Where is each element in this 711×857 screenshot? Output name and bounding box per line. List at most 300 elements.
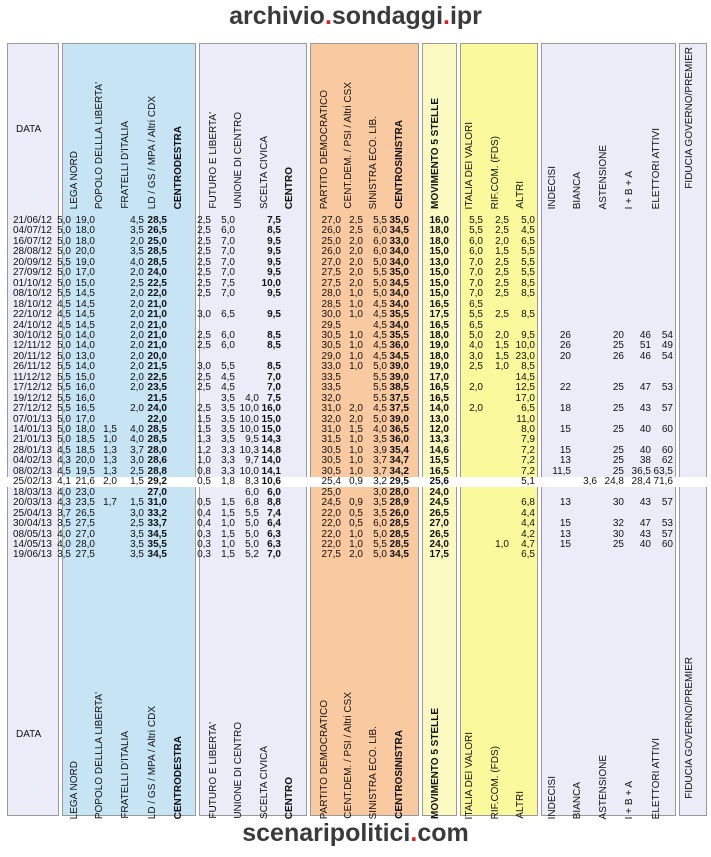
cell-value: 2,5 (495, 309, 509, 321)
cell-value: 21,0 (147, 298, 167, 310)
header-csx-top: CENTROSINISTRA (394, 120, 405, 209)
cell-value: 5,5 (373, 267, 387, 279)
cell-value: 18,0 (429, 350, 449, 362)
cell-value: 7,2 (521, 455, 535, 467)
cell-value: 43 (639, 497, 651, 509)
cell-value: 4,5 (373, 319, 387, 331)
cell-value: 8,3 (245, 476, 259, 488)
cell-value: 6,5 (521, 235, 535, 247)
cell-value: 4,5 (57, 298, 71, 310)
header-udc-top: UNIONE DI CENTRO (233, 112, 244, 209)
cell-value: 6,0 (267, 486, 281, 498)
cell-value: 33,7 (147, 518, 167, 530)
cell-value: 3,5 (130, 549, 144, 561)
cell-value: 4,0 (57, 486, 71, 498)
cell-value: 5,0 (469, 329, 483, 341)
cell-value: 16,5 (75, 403, 95, 415)
cell-value: 1,5 (130, 497, 144, 509)
cell-value: 2,0 (130, 309, 144, 321)
cell-value: 17,0 (515, 392, 535, 404)
cell-value: 1,5 (103, 424, 117, 435)
row-date: 20/09/12 (13, 256, 52, 268)
cell-value: 13 (559, 528, 571, 540)
banner-top-dot2: . (443, 2, 450, 30)
header-indecisi-top: INDECISI (547, 165, 558, 209)
cell-value: 7,5 (221, 277, 235, 289)
cell-value: 5,5 (373, 382, 387, 394)
cell-value: 28,0 (147, 444, 167, 456)
cell-value: 14,1 (261, 465, 281, 477)
cell-value: 2,5 (495, 277, 509, 289)
row-date: 04/02/13 (13, 455, 52, 467)
cell-value: 4,5 (57, 465, 71, 477)
cell-value: 3,0 (130, 455, 144, 467)
cell-value: 32,0 (321, 413, 341, 425)
cell-value: 16,5 (429, 382, 449, 394)
cell-value: 27,5 (321, 277, 341, 289)
cell-value: 18,0 (429, 329, 449, 341)
cell-value: 1,0 (349, 528, 363, 540)
cell-value: 25,6 (429, 476, 449, 488)
cell-value: 27,0 (429, 518, 449, 530)
row-date: 20/11/12 (13, 350, 52, 362)
cell-value: 19,0 (75, 215, 95, 226)
cell-value: 26,5 (429, 528, 449, 540)
cell-value: 3,5 (221, 392, 235, 404)
header-fli-top: FUTURO E LIBERTA' (208, 112, 219, 209)
row-date: 12/11/12 (13, 340, 52, 352)
cell-value: 16,0 (261, 403, 281, 415)
cell-value: 5,5 (57, 256, 71, 268)
cell-value: 3,7 (373, 455, 387, 467)
cell-value: 30,5 (321, 465, 341, 477)
cell-value: 27,5 (321, 267, 341, 279)
cell-value: 24,8 (604, 476, 624, 488)
cell-value: 4,5 (57, 444, 71, 456)
cell-value: 6,8 (245, 497, 259, 509)
row-date: 28/01/13 (13, 444, 52, 456)
cell-value: 14,0 (429, 403, 449, 415)
cell-value: 6,0 (221, 340, 235, 352)
cell-value: 18,0 (429, 235, 449, 247)
cell-value: 2,0 (495, 329, 509, 341)
cell-value: 21,5 (147, 392, 167, 404)
cell-value: 13,3 (429, 434, 449, 446)
cell-value: 57 (661, 403, 673, 415)
row-date: 08/10/12 (13, 288, 52, 300)
cell-value: 4,5 (57, 319, 71, 331)
cell-value: 34,5 (389, 549, 409, 561)
cell-value: 22,5 (147, 371, 167, 383)
cell-value: 7,5 (267, 392, 281, 404)
cell-value: 34,2 (389, 465, 409, 477)
cell-value: 2,0 (130, 298, 144, 310)
cell-value: 16,0 (75, 392, 95, 404)
cell-value: 3,5 (221, 413, 235, 425)
cell-value: 7,5 (267, 215, 281, 226)
cell-value: 16,0 (75, 382, 95, 394)
cell-value: 8,5 (267, 340, 281, 352)
cell-value: 1,5 (197, 424, 211, 435)
cell-value: 4,3 (57, 497, 71, 509)
cell-value: 16,5 (429, 298, 449, 310)
cell-value: 4,0 (469, 340, 483, 352)
cell-value: 14,0 (75, 361, 95, 373)
cell-value: 8,5 (521, 361, 535, 373)
cell-value: 15,0 (429, 277, 449, 289)
cell-value: 25 (612, 444, 624, 456)
header-rc-bottom: RIF.COM. (FDS) (490, 745, 501, 819)
cell-value: 5,5 (469, 215, 483, 226)
header-elettori-bottom: ELETTORI ATTIVI (651, 737, 662, 819)
cell-value: 4,5 (57, 309, 71, 321)
cell-value: 21,5 (147, 361, 167, 373)
cell-value: 36,0 (389, 434, 409, 446)
cell-value: 38 (639, 455, 651, 467)
header-cdx-top: CENTRODESTRA (173, 125, 184, 209)
cell-value: 6,3 (267, 538, 281, 550)
cell-value: 6,0 (373, 246, 387, 258)
cell-value: 7,4 (267, 507, 281, 519)
cell-value: 9,5 (267, 267, 281, 279)
row-date: 08/02/13 (13, 465, 52, 477)
cell-value: 7,0 (267, 549, 281, 561)
cell-value: 27,5 (75, 549, 95, 561)
cell-value: 22,0 (321, 528, 341, 540)
header-centro-top: CENTRO (284, 166, 295, 209)
cell-value: 3,0 (130, 507, 144, 519)
cell-value: 18,0 (75, 424, 95, 435)
cell-value: 34,7 (389, 455, 409, 467)
cell-value: 10,6 (261, 476, 281, 488)
banner-bottom-part1: scenaripolitici (242, 819, 411, 847)
cell-value: 2,5 (197, 267, 211, 279)
cell-value: 28,5 (389, 518, 409, 530)
cell-value: 60 (661, 424, 673, 435)
cell-value: 16,5 (429, 319, 449, 331)
header-udc-bottom: UNIONE DI CENTRO (233, 722, 244, 819)
cell-value: 8,5 (521, 277, 535, 289)
cell-value: 5,5 (373, 538, 387, 550)
cell-value: 34,5 (389, 225, 409, 237)
cell-value: 54 (661, 350, 673, 362)
cell-value: 5,5 (521, 267, 535, 279)
cell-value: 4,5 (130, 215, 144, 226)
cell-value: 34,5 (147, 549, 167, 561)
cell-value: 10,0 (239, 403, 259, 415)
cell-value: 13 (559, 455, 571, 467)
cell-value: 31,0 (321, 424, 341, 435)
cell-value: 30 (612, 497, 624, 509)
cell-value: 15 (559, 538, 571, 550)
banner-top-part2: sondaggi (331, 2, 444, 30)
cell-value: 9,7 (245, 455, 259, 467)
cell-value: 4,3 (57, 455, 71, 467)
cell-value: 17,5 (429, 549, 449, 561)
cell-value: 25 (612, 382, 624, 394)
cell-value: 53 (661, 518, 673, 530)
cell-value: 6,0 (469, 246, 483, 258)
cell-value: 28,0 (75, 538, 95, 550)
row-date: 11/12/12 (13, 371, 52, 383)
row-date: 18/03/13 (13, 486, 52, 498)
cell-value: 47 (639, 382, 651, 394)
cell-value: 5,5 (221, 361, 235, 373)
cell-value: 36,5 (389, 424, 409, 435)
cell-value: 26 (559, 340, 571, 352)
column-header-top (7, 43, 707, 213)
cell-value: 28,5 (389, 528, 409, 540)
header-pd-top: PARTITO DEMOCRATICO (319, 89, 330, 209)
row-date: 27/09/12 (13, 267, 52, 279)
cell-value: 6,5 (469, 319, 483, 331)
cell-value: 15,0 (75, 371, 95, 383)
cell-value: 32 (612, 518, 624, 530)
cell-value: 1,5 (130, 476, 144, 488)
cell-value: 12,5 (515, 382, 535, 394)
cell-value: 6,5 (221, 309, 235, 321)
cell-value: 1,0 (349, 288, 363, 300)
cell-value: 35,4 (389, 444, 409, 456)
cell-value: 6,5 (469, 298, 483, 310)
cell-value: 8,0 (521, 424, 535, 435)
cell-value: 33,0 (321, 361, 341, 373)
cell-value: 33,2 (147, 507, 167, 519)
cell-value: 6,8 (521, 497, 535, 509)
cell-value: 18,5 (75, 434, 95, 446)
cell-value: 5,5 (57, 403, 71, 415)
cell-value: 5,5 (373, 215, 387, 226)
banner-bottom-dot: . (410, 819, 418, 847)
cell-value: 14,5 (75, 319, 95, 331)
cell-value: 7,0 (221, 267, 235, 279)
cell-value: 7,0 (221, 246, 235, 258)
cell-value: 5,5 (521, 246, 535, 258)
cell-value: 0,5 (349, 518, 363, 530)
cell-value: 2,0 (349, 246, 363, 258)
header-altricdx-bottom: LD / GS / MPA / Altri CDX (147, 705, 158, 819)
cell-value: 25 (612, 340, 624, 352)
cell-value: 1,5 (221, 549, 235, 561)
cell-value: 2,0 (495, 235, 509, 247)
cell-value: 33,5 (321, 371, 341, 383)
cell-value: 4,1 (57, 476, 71, 488)
cell-value: 8,5 (267, 225, 281, 237)
cell-value: 5,5 (373, 371, 387, 383)
site-banner-bottom (0, 819, 711, 848)
cell-value: 2,0 (130, 288, 144, 300)
cell-value: 6,0 (221, 225, 235, 237)
header-ibta-top: I + B + A (624, 170, 635, 209)
row-date: 19/06/13 (13, 549, 52, 561)
cell-value: 2,0 (103, 476, 117, 488)
cell-value: 15,0 (429, 246, 449, 258)
cell-value: 3,5 (221, 424, 235, 435)
cell-value: 32,0 (321, 392, 341, 404)
cell-value: 10,0 (239, 465, 259, 477)
row-date: 16/07/12 (13, 235, 52, 247)
cell-value: 2,0 (349, 235, 363, 247)
cell-value: 8,5 (267, 361, 281, 373)
cell-value: 29,2 (147, 476, 167, 488)
cell-value: 5,0 (57, 413, 71, 425)
cell-value: 4,5 (373, 403, 387, 415)
row-date: 21/01/13 (13, 434, 52, 446)
header-m5s-top: MOVIMENTO 5 STELLE (430, 98, 441, 209)
cell-value: 5,0 (245, 528, 259, 540)
cell-value: 38,5 (389, 382, 409, 394)
cell-value: 1,0 (349, 444, 363, 456)
cell-value: 5,0 (245, 538, 259, 550)
cell-value: 34,0 (389, 256, 409, 268)
cell-value: 9,5 (267, 288, 281, 300)
cell-value: 2,5 (197, 235, 211, 247)
cell-value: 18,5 (75, 444, 95, 456)
cell-value: 8,5 (521, 309, 535, 321)
cell-value: 14,5 (75, 298, 95, 310)
cell-value: 1,0 (349, 455, 363, 467)
cell-value: 5,0 (57, 329, 71, 341)
cell-value: 4,5 (373, 298, 387, 310)
cell-value: 10,0 (515, 340, 535, 352)
cell-value: 11,0 (516, 413, 535, 425)
cell-value: 15 (559, 444, 571, 456)
cell-value: 7,0 (221, 256, 235, 268)
cell-value: 6,5 (521, 403, 535, 415)
cell-value: 13,0 (429, 256, 449, 268)
header-altricdx-top: LD / GS / MPA / Altri CDX (147, 95, 158, 209)
cell-value: 1,5 (221, 507, 235, 519)
cell-value: 3,7 (373, 465, 387, 477)
cell-value: 46 (639, 329, 651, 341)
cell-value: 26 (612, 350, 624, 362)
cell-value: 15 (559, 518, 571, 530)
cell-value: 36,0 (389, 340, 409, 352)
cell-value: 1,0 (221, 538, 235, 550)
cell-value: 18,0 (75, 225, 95, 237)
cell-value: 4,0 (373, 424, 387, 435)
cell-value: 19,0 (75, 256, 95, 268)
row-date: 26/11/12 (13, 361, 52, 373)
cell-value: 28,9 (389, 497, 409, 509)
site-banner-top (0, 2, 711, 31)
cell-value: 4,0 (57, 538, 71, 550)
row-date: 25/02/13 (13, 476, 52, 488)
cell-value: 1,0 (349, 340, 363, 352)
cell-value: 5,5 (245, 507, 259, 519)
cell-value: 35,5 (147, 538, 167, 550)
header-rc-top: RIF.COM. (FDS) (490, 135, 501, 209)
row-date: 18/10/12 (13, 298, 52, 310)
cell-value: 26,0 (321, 246, 341, 258)
cell-value: 9,5 (245, 434, 259, 446)
cell-value: 5,0 (57, 424, 71, 435)
cell-value: 25,0 (321, 235, 341, 247)
cell-value: 40 (639, 538, 651, 550)
cell-value: 4,2 (521, 528, 535, 540)
cell-value: 7,2 (521, 444, 535, 456)
cell-value: 2,0 (130, 361, 144, 373)
banner-top-dot1: . (324, 2, 332, 30)
cell-value: 1,5 (221, 528, 235, 540)
cell-value: 4,0 (130, 424, 144, 435)
cell-value: 3,5 (373, 507, 387, 519)
cell-value: 5,0 (373, 256, 387, 268)
cell-value: 22,5 (147, 277, 167, 289)
cell-value: 1,0 (349, 361, 363, 373)
cell-value: 5,0 (57, 235, 71, 247)
cell-value: 7,0 (267, 371, 281, 383)
cell-value: 34,0 (389, 298, 409, 310)
cell-value: 37,5 (389, 392, 409, 404)
cell-value: 5,0 (373, 288, 387, 300)
cell-value: 30,5 (321, 455, 341, 467)
cell-value: 3,5 (130, 246, 144, 258)
cell-value: 37,5 (389, 403, 409, 415)
header-lega-top: LEGA NORD (69, 150, 80, 209)
cell-value: 2,5 (130, 277, 144, 289)
cell-value: 4,0 (130, 434, 144, 446)
cell-value: 7,0 (221, 288, 235, 300)
cell-value: 15,0 (429, 288, 449, 300)
row-date: 14/05/13 (13, 538, 52, 550)
cell-value: 0,4 (197, 507, 211, 519)
cell-value: 4,5 (521, 225, 535, 237)
cell-value: 2,5 (197, 246, 211, 258)
cell-value: 31,0 (147, 497, 167, 509)
header-astensione-bottom: ASTENSIONE (598, 754, 609, 819)
header-pd-bottom: PARTITO DEMOCRATICO (319, 699, 330, 819)
cell-value: 2,5 (495, 288, 509, 300)
cell-value: 14,5 (515, 371, 535, 383)
cell-value: 1,0 (349, 538, 363, 550)
row-date: 17/12/12 (13, 382, 52, 394)
cell-value: 3,5 (221, 403, 235, 415)
header-astensione-top: ASTENSIONE (598, 144, 609, 209)
cell-value: 16,5 (429, 392, 449, 404)
cell-value: 5,5 (57, 371, 71, 383)
cell-value: 34,0 (389, 288, 409, 300)
header-date-top: DATA (16, 124, 42, 135)
row-date: 08/05/13 (13, 528, 52, 540)
cell-value: 4,0 (57, 528, 71, 540)
cell-value: 9,5 (267, 256, 281, 268)
cell-value: 23,0 (515, 350, 535, 362)
header-fiducia-bottom: FIDUCIA GOVERNO/PREMIER (684, 657, 695, 799)
cell-value: 0,9 (349, 476, 363, 488)
poll-table (7, 43, 707, 819)
cell-value: 5,0 (373, 277, 387, 289)
cell-value: 5,0 (57, 434, 71, 446)
header-cdx-bottom: CENTRODESTRA (173, 735, 184, 819)
cell-value: 1,0 (349, 350, 363, 362)
cell-value: 5,0 (221, 215, 235, 226)
header-fdi-top: FRATELLI D'ITALIA (120, 121, 131, 209)
cell-value: 40 (639, 444, 651, 456)
cell-value: 5,0 (57, 246, 71, 258)
cell-value: 0,4 (197, 518, 211, 530)
cell-value: 3,5 (57, 518, 71, 530)
cell-value: 1,5 (495, 340, 509, 352)
cell-value: 0,3 (197, 538, 211, 550)
header-altri-top: ALTRI (515, 181, 526, 209)
cell-value: 10,0 (239, 413, 259, 425)
cell-value: 14,0 (75, 329, 95, 341)
cell-value: 2,5 (130, 518, 144, 530)
cell-value: 9,5 (267, 246, 281, 258)
cell-value: 14,8 (261, 444, 281, 456)
header-pdl-bottom: POPOLO DELLLA LIBERTA' (94, 691, 105, 819)
